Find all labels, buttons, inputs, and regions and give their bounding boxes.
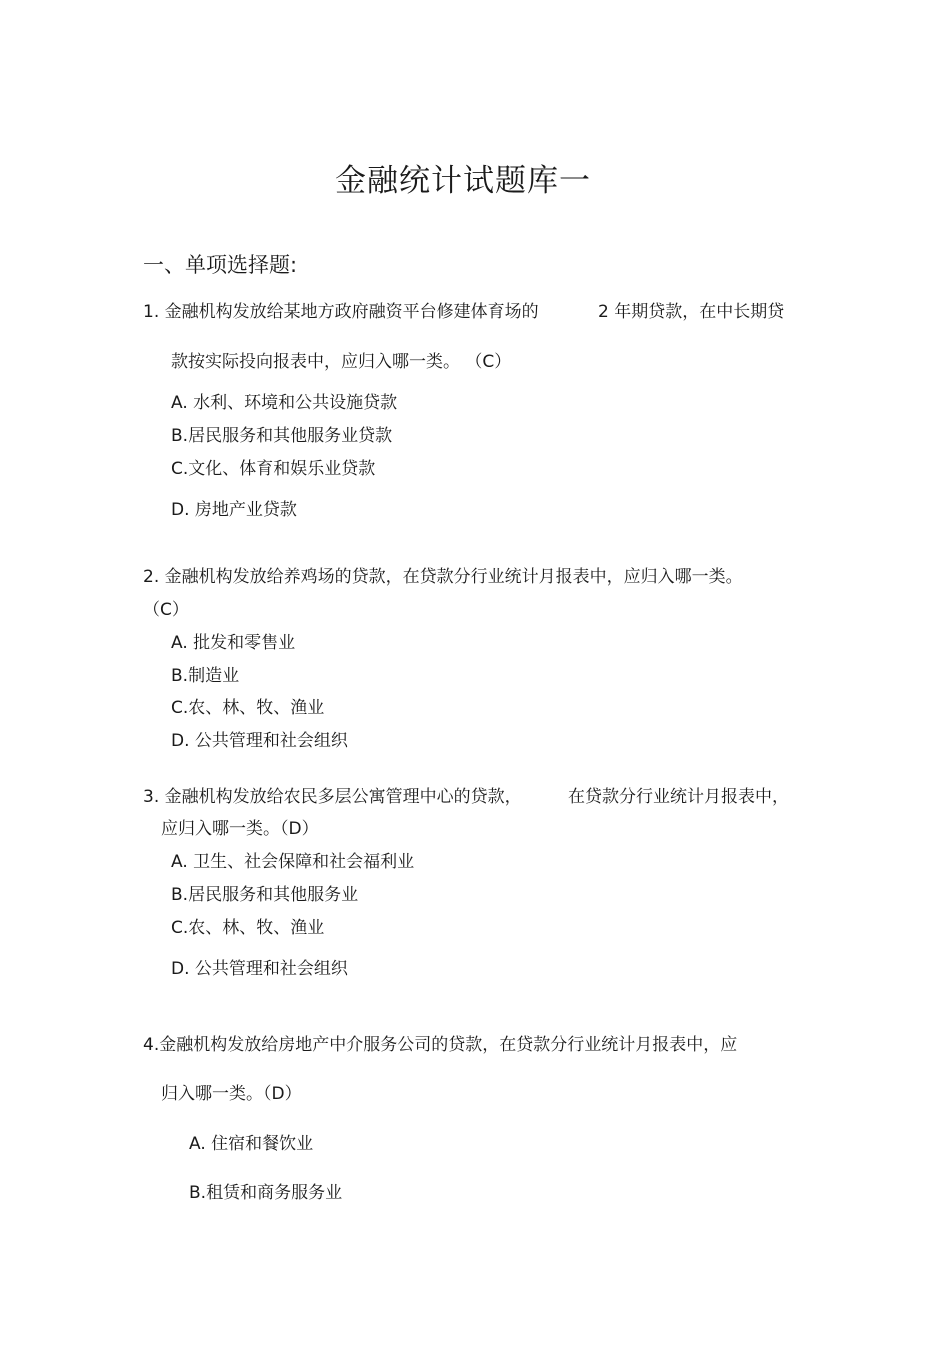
q3-stem-line2: 应归入哪一类。（D） <box>161 819 319 839</box>
q3-option-b: B.居民服务和其他服务业 <box>171 885 359 905</box>
q2-option-d: D. 公共管理和社会组织 <box>171 731 348 751</box>
q1-option-a: A. 水利、环境和公共设施贷款 <box>171 393 398 413</box>
q4-option-a: A. 住宿和餐饮业 <box>189 1134 314 1154</box>
q1-option-b: B.居民服务和其他服务业贷款 <box>171 426 393 446</box>
q3-option-d: D. 公共管理和社会组织 <box>171 959 348 979</box>
q3-option-a: A. 卫生、社会保障和社会福利业 <box>171 852 415 872</box>
q3-option-c: C.农、林、牧、渔业 <box>171 918 325 938</box>
q2-option-a: A. 批发和零售业 <box>171 633 296 653</box>
q4-stem-line1: 4.金融机构发放给房地产中介服务公司的贷款，在贷款分行业统计月报表中，应 <box>143 1035 738 1055</box>
q1-option-c: C.文化、体育和娱乐业贷款 <box>171 459 376 479</box>
q3-stem-line1-b: 在贷款分行业统计月报表中， <box>568 787 789 807</box>
q3-stem-line1-a: 3. 金融机构发放给农民多层公寓管理中心的贷款， <box>143 787 522 807</box>
q1-stem-line1-b: 2 年期贷款，在中长期贷 <box>598 302 785 322</box>
q2-stem-line2: （C） <box>143 600 189 620</box>
q1-option-d: D. 房地产业贷款 <box>171 500 297 520</box>
q1-stem-line1-a: 1. 金融机构发放给某地方政府融资平台修建体育场的 <box>143 302 539 322</box>
page-title: 金融统计试题库一 <box>335 163 591 199</box>
q2-option-c: C.农、林、牧、渔业 <box>171 698 325 718</box>
q4-option-b: B.租赁和商务服务业 <box>189 1183 343 1203</box>
q4-stem-line2: 归入哪一类。（D） <box>161 1084 302 1104</box>
q2-option-b: B.制造业 <box>171 666 240 686</box>
section-heading: 一、单项选择题: <box>143 253 298 277</box>
q2-stem-line1: 2. 金融机构发放给养鸡场的贷款，在贷款分行业统计月报表中，应归入哪一类。 <box>143 567 743 587</box>
q1-stem-line2: 款按实际投向报表中，应归入哪一类。 （C） <box>171 352 512 372</box>
